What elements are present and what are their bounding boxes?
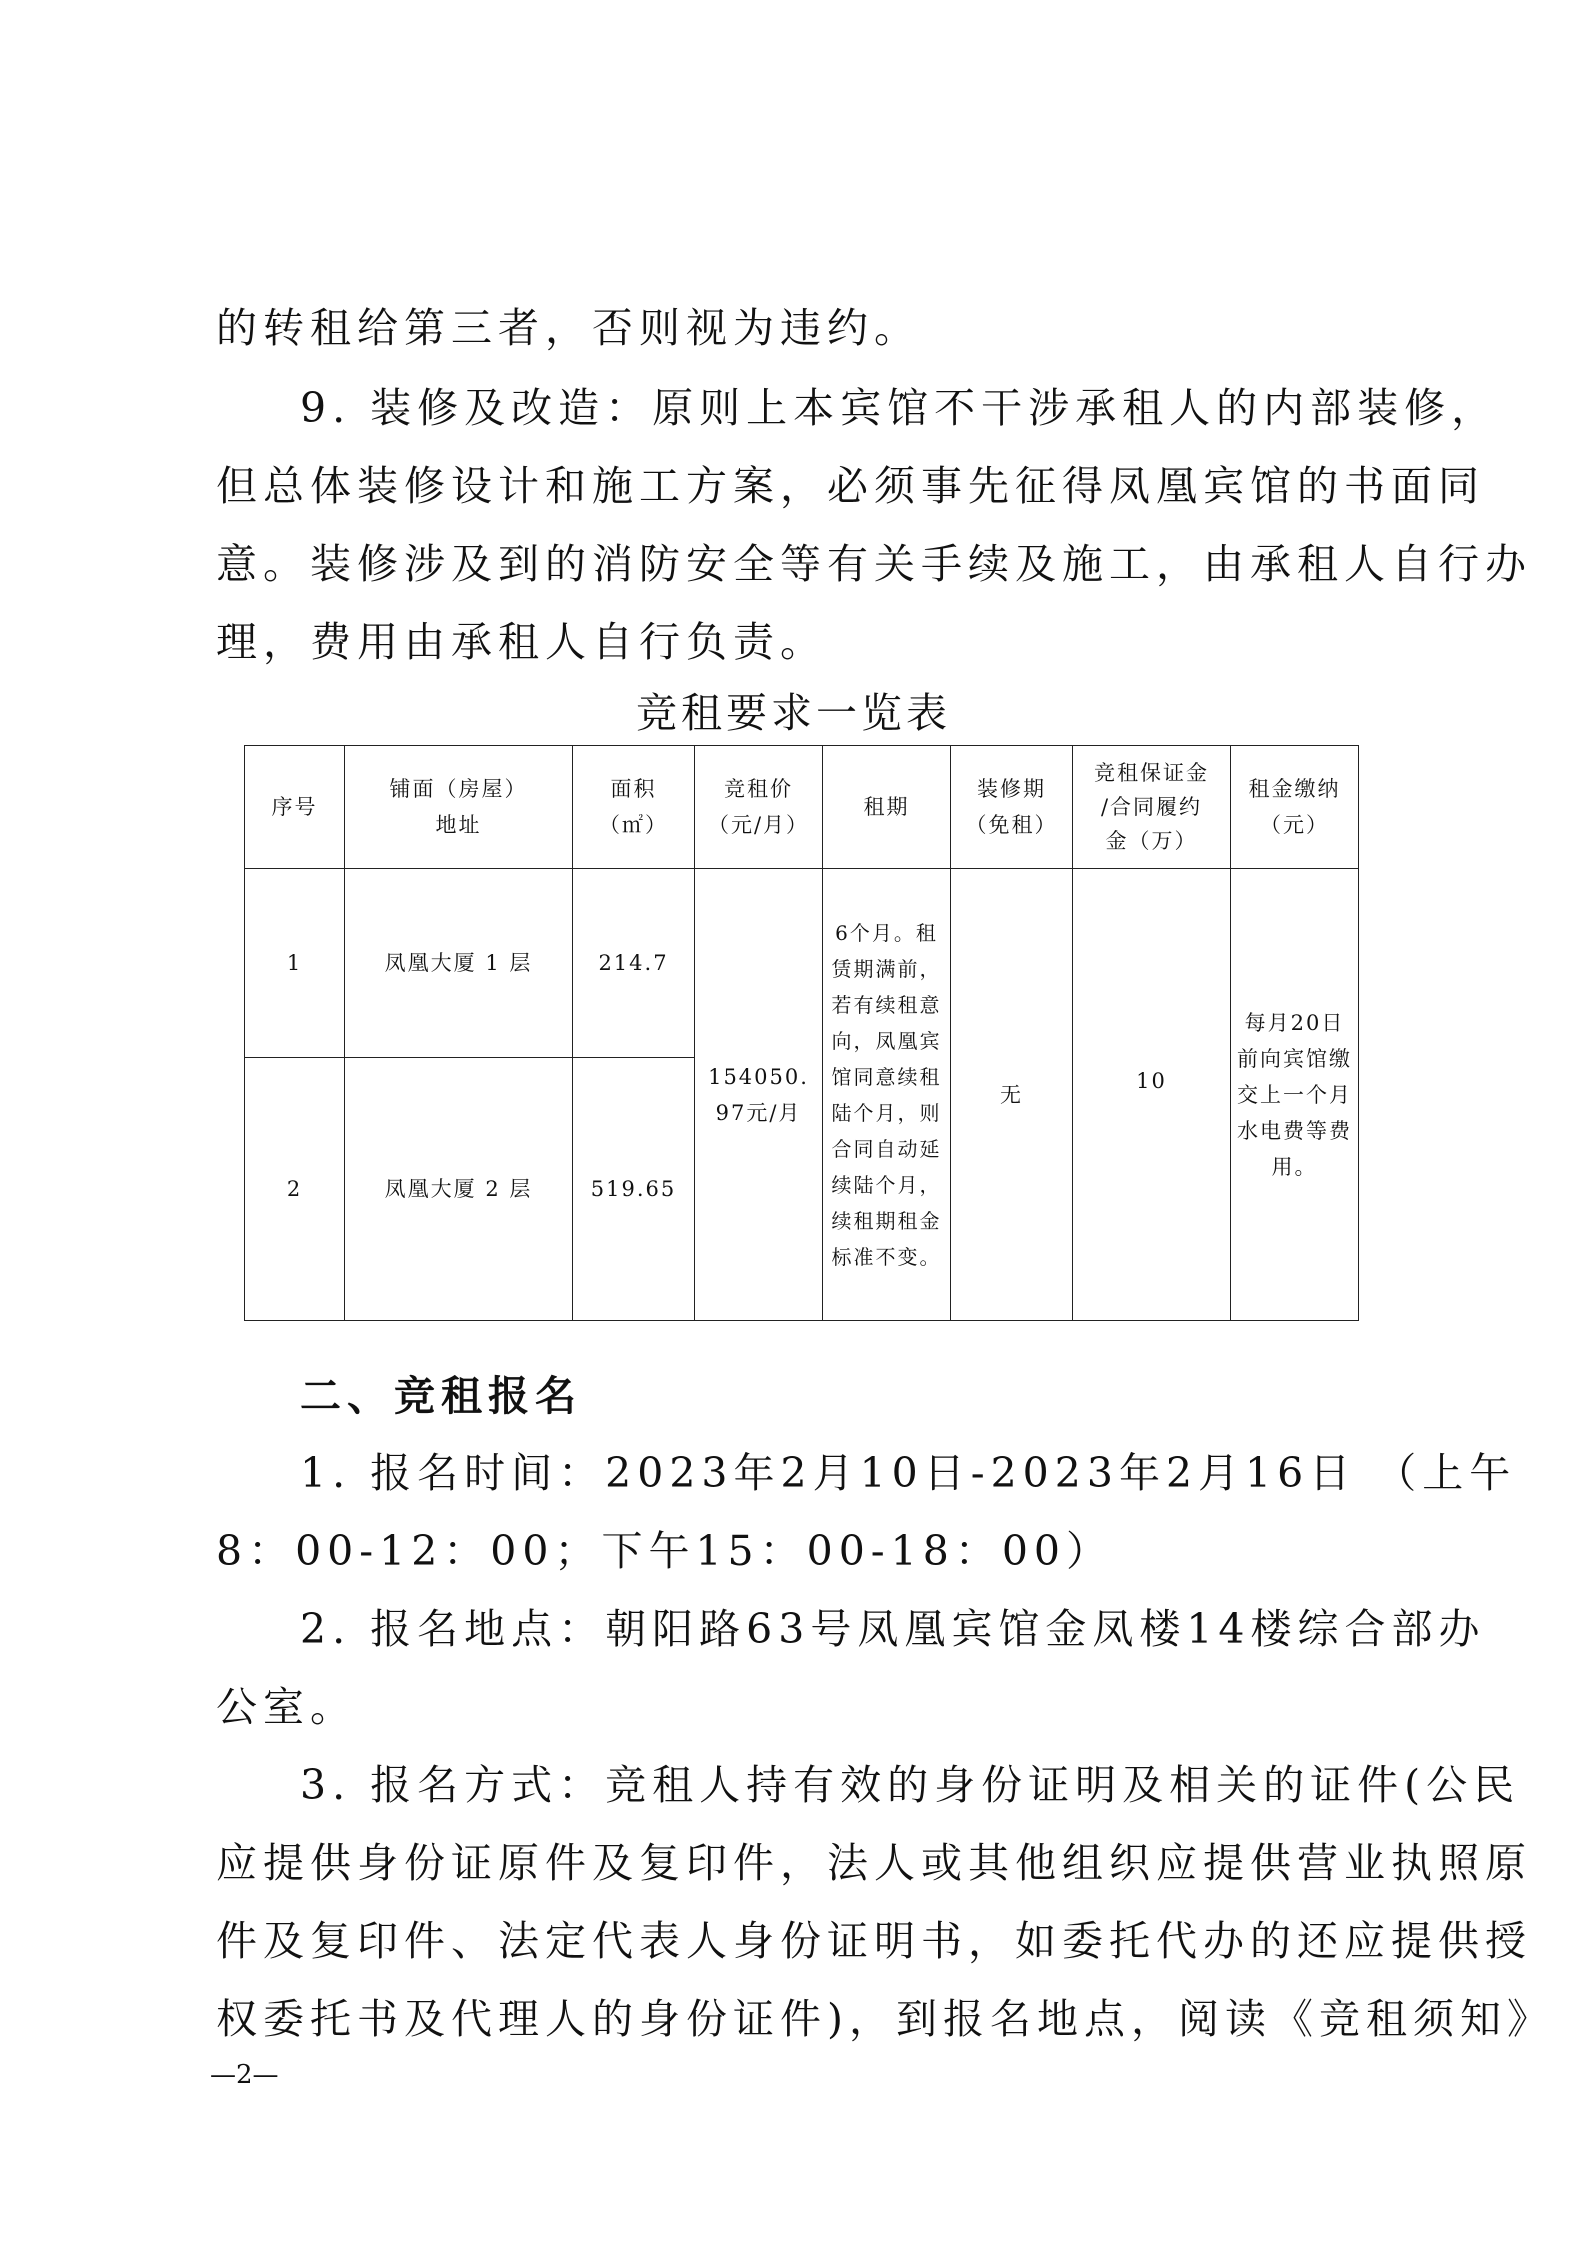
table-header-row — [245, 746, 1359, 869]
cell-area: 214.7 — [573, 869, 695, 1058]
header-no: 序号 — [245, 746, 345, 869]
cell-term: 6个月。租赁期满前，若有续租意向，凤凰宾馆同意续租陆个月，则合同自动延续陆个月，续租期租金标准不变。 — [823, 869, 951, 1321]
paragraph-line: 2. 报名地点：朝阳路63号凤凰宾馆金凤楼14楼综合部办 — [300, 1605, 1486, 1653]
paragraph-line: 但总体装修设计和施工方案，必须事先征得凤凰宾馆的书面同 — [216, 462, 1485, 510]
cell-address: 凤凰大厦 2 层 — [345, 1058, 573, 1321]
paragraph-line: 8：00-12：00；下午15：00-18：00） — [216, 1527, 1113, 1575]
paragraph-line: 9. 装修及改造：原则上本宾馆不干涉承租人的内部装修， — [300, 384, 1499, 432]
cell-no: 2 — [245, 1058, 345, 1321]
header-price: 竞租价 （元/月） — [695, 746, 823, 869]
cell-price: 154050. 97元/月 — [695, 869, 823, 1321]
cell-address: 凤凰大厦 1 层 — [345, 869, 573, 1058]
header-term: 租期 — [823, 746, 951, 869]
cell-renovation: 无 — [951, 869, 1073, 1321]
paragraph-line: 理，费用由承租人自行负责。 — [216, 618, 827, 666]
header-rent-payment: 租金缴纳 （元） — [1231, 746, 1359, 869]
table-row — [245, 869, 1359, 1058]
table-title: 竞租要求一览表 — [636, 689, 951, 737]
header-area: 面积 （㎡） — [573, 746, 695, 869]
header-address: 铺面（房屋） 地址 — [345, 746, 573, 869]
section-heading: 二、竞租报名 — [300, 1372, 582, 1420]
paragraph-line: 权委托书及代理人的身份证件)，到报名地点，阅读《竞租须知》 — [216, 1995, 1554, 2043]
cell-deposit: 10 — [1073, 869, 1231, 1321]
cell-area: 519.65 — [573, 1058, 695, 1321]
header-renovation: 装修期 （免租） — [951, 746, 1073, 869]
paragraph-line: 公室。 — [216, 1683, 357, 1731]
paragraph-line: 的转租给第三者，否则视为违约。 — [216, 304, 921, 352]
header-deposit: 竞租保证金 /合同履约 金（万） — [1073, 746, 1231, 869]
paragraph-line: 应提供身份证原件及复印件，法人或其他组织应提供营业执照原 — [216, 1839, 1532, 1887]
cell-no: 1 — [245, 869, 345, 1058]
cell-rent-payment: 每月20日前向宾馆缴交上一个月水电费等费用。 — [1231, 869, 1359, 1321]
bidding-requirements-table — [244, 745, 1359, 1321]
paragraph-line: 件及复印件、法定代表人身份证明书，如委托代办的还应提供授 — [216, 1917, 1532, 1965]
paragraph-line: 1. 报名时间：2023年2月10日-2023年2月16日 （上午 — [300, 1449, 1517, 1497]
paragraph-line: 3. 报名方式：竞租人持有效的身份证明及相关的证件(公民 — [300, 1761, 1521, 1809]
paragraph-line: 意。装修涉及到的消防安全等有关手续及施工，由承租人自行办 — [216, 540, 1532, 588]
page-number: —2— — [210, 2060, 279, 2090]
